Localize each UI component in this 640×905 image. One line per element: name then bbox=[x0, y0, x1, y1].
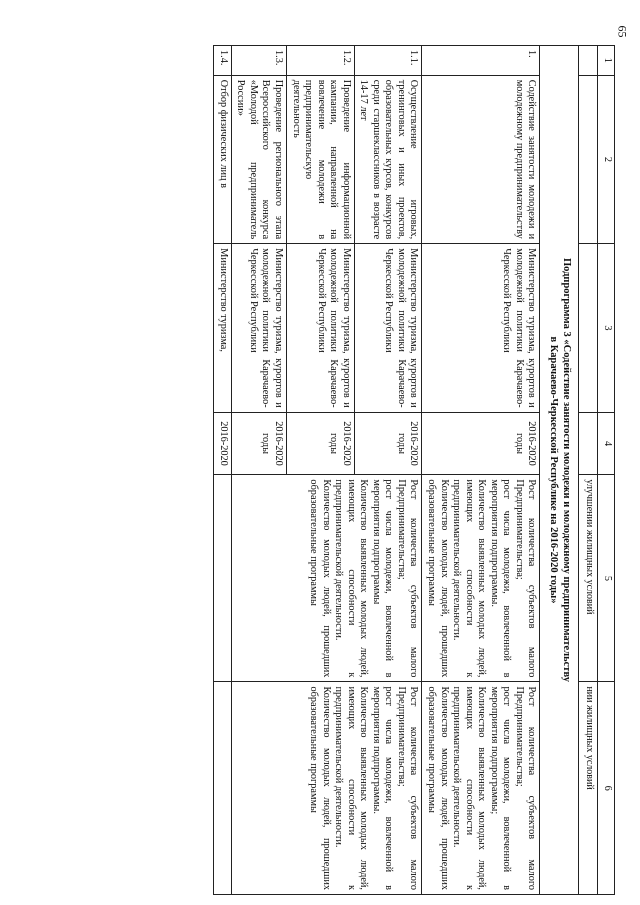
rotated-document-body bbox=[30, 45, 615, 895]
page-number: 65 bbox=[615, 25, 630, 38]
indicator-line: Рост количества субъектов малого Предпринимательства; bbox=[513, 686, 538, 890]
row-number: 1. bbox=[422, 46, 540, 76]
row-number: 1.2. bbox=[287, 46, 355, 76]
column-number-5: 5 bbox=[598, 475, 615, 682]
indicator-line: рост числа молодежи, вовлеченной в мероприятия подпрограммы; bbox=[488, 686, 513, 890]
indicator-line: Количество выявленных молодых людей, имеющих способности к предпринимательской деятельности. bbox=[451, 686, 488, 890]
table-row bbox=[354, 46, 422, 895]
row-measure-name: Проведение регионального этапа Всероссийского конкурса «Молодой предприниматель России» bbox=[231, 75, 286, 243]
row-period: 2016-2020 годы bbox=[354, 412, 422, 475]
section-title-row bbox=[540, 46, 579, 895]
result-line: рост числа молодежи, вовлеченной в мероприятия подпрограммы. bbox=[488, 479, 513, 678]
column-number-6: 6 bbox=[598, 682, 615, 895]
indicator-line: Рост количества субъектов малого Предпринимательства; bbox=[395, 686, 420, 890]
row-expected-result bbox=[422, 475, 540, 682]
row-period: 2016-2020 bbox=[214, 412, 232, 475]
row-number: 1.1. bbox=[354, 46, 422, 76]
section-title-line2: в Карачаево-Черкесской Республике на 2016-2020 годы» bbox=[548, 336, 560, 604]
indicator-line: Количество молодых людей, прошедших образовательные программы bbox=[426, 686, 450, 890]
result-line: Количество молодых людей, прошедших образовательные программы bbox=[308, 479, 332, 678]
row-measure-name: Осуществление игровых, тренинговых и иных проектов, образовательных курсов, конкурсов среди старшеклассников в возрасте 14-17 лет bbox=[354, 75, 422, 243]
column-number-1: 1 bbox=[598, 46, 615, 76]
column-number-3: 3 bbox=[598, 244, 615, 412]
table-row bbox=[422, 46, 540, 895]
row-indicator bbox=[231, 682, 422, 895]
row-executor: Министерство туризма, курортов и молодежной политики Карачаево-Черкесской Республики bbox=[287, 244, 355, 412]
row-measure-name: Содействие занятости молодежи и молодежному предпринимательству bbox=[422, 75, 540, 243]
row-measure-name: Отбор физических лиц в bbox=[214, 75, 232, 243]
row-executor: Министерство туризма, курортов и молодежной политики Карачаево-Черкесской Республики bbox=[422, 244, 540, 412]
row-number: 1.4. bbox=[214, 46, 232, 76]
row-expected-result bbox=[231, 475, 422, 682]
row-executor: Министерство туризма, курортов и молодежной политики Карачаево-Черкесской Республики bbox=[354, 244, 422, 412]
row-period: 2016-2020 годы bbox=[287, 412, 355, 475]
column-number-4: 4 bbox=[598, 412, 615, 475]
row-period: 2016-2020 годы bbox=[422, 412, 540, 475]
indicator-line: рост числа молодежи, вовлеченной в мероприятия подпрограммы. bbox=[370, 686, 395, 890]
table-row bbox=[214, 46, 232, 895]
continuation-col5: улучшении жилищных условий bbox=[579, 475, 598, 682]
continuation-col6: нии жилищных условий bbox=[579, 682, 598, 895]
indicator-line: Количество выявленных молодых людей, имеющих способности к предпринимательской деятельности. bbox=[333, 686, 370, 890]
column-number-2: 2 bbox=[598, 75, 615, 243]
result-line: Количество выявленных молодых людей, имеющих способности к предпринимательской деятельности. bbox=[451, 479, 488, 678]
row-indicator bbox=[422, 682, 540, 895]
continuation-row bbox=[579, 46, 598, 895]
result-line: рост числа молодежи, вовлеченной в мероприятия подпрограммы bbox=[370, 479, 395, 678]
row-executor: Министерство туризма, bbox=[214, 244, 232, 412]
result-line: Количество выявленных молодых людей, имеющих способности к предпринимательской деятельности. bbox=[333, 479, 370, 678]
indicator-line: Количество молодых людей, прошедших образовательные программы bbox=[308, 686, 332, 890]
result-line: Количество молодых людей, прошедших образовательные программы bbox=[426, 479, 450, 678]
section-title bbox=[540, 46, 579, 895]
row-executor: Министерство туризма, курортов и молодежной политики Карачаево-Черкесской Республики bbox=[231, 244, 286, 412]
column-number-row bbox=[598, 46, 615, 895]
program-table bbox=[213, 45, 615, 895]
result-line: Рост количества субъектов малого Предпринимательства; bbox=[513, 479, 538, 678]
section-title-line1: Подпрограмма 3 «Содействие занятости молодежи и молодежному предпринимательству bbox=[561, 257, 572, 683]
result-line: Рост количества субъектов малого Предпринимательства; bbox=[395, 479, 420, 678]
row-number: 1.3. bbox=[231, 46, 286, 76]
row-period: 2016-2020 годы bbox=[231, 412, 286, 475]
row-measure-name: Проведение информационной кампании, направленной на вовлечение молодежи в предпринимательскую деятельность bbox=[287, 75, 355, 243]
